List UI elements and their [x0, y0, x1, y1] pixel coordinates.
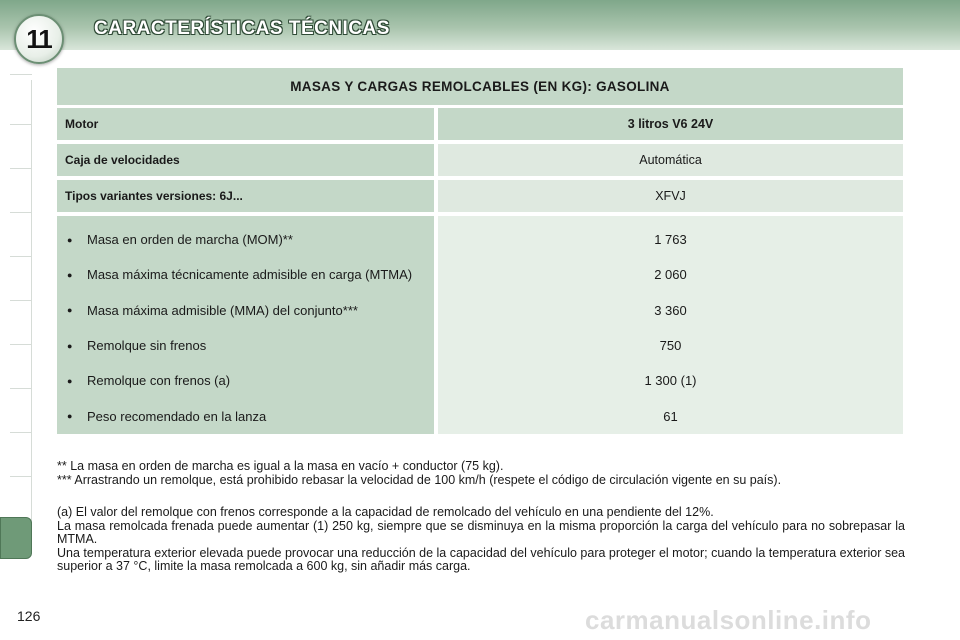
bullet-icon: ● [67, 411, 73, 422]
mass-value: 3 360 [654, 302, 687, 318]
tab-divider [10, 388, 32, 389]
tab-rail-edge [31, 80, 32, 550]
table-row-gearbox [57, 144, 903, 176]
list-item [67, 257, 430, 292]
footnotes [57, 460, 905, 574]
bullet-icon: ● [67, 234, 73, 245]
motor-label: Motor [57, 108, 434, 140]
mass-value: 750 [659, 338, 682, 354]
active-chapter-tab[interactable] [0, 517, 32, 559]
table-title: MASAS Y CARGAS REMOLCABLES (EN KG): GASOLINA [57, 68, 903, 105]
bullet-icon: ● [67, 305, 73, 316]
tab-divider [10, 300, 32, 301]
tab-divider [10, 476, 32, 477]
gearbox-value: Automática [438, 144, 903, 176]
footnote-mom: ** La masa en orden de marcha es igual a la masa en vacío + conductor (75 kg). [57, 459, 504, 473]
paragraph-temperature: Una temperatura exterior elevada puede provocar una reducción de la capacidad del vehículo para proteger el motor; cuando la temperatura exterior sea superior a 37 °C, limite la masa remolcada a 600 kg, sin añadir más carga. [57, 545, 905, 573]
mass-value: 1 763 [654, 232, 687, 248]
list-item [67, 363, 430, 398]
table-row-variants [57, 180, 903, 212]
list-item [67, 399, 430, 434]
variants-label: Tipos variantes versiones: 6J... [57, 180, 434, 212]
bullet-icon: ● [67, 340, 73, 351]
table-row-masses [57, 216, 903, 434]
bullet-icon: ● [67, 375, 73, 386]
tab-divider [10, 74, 32, 75]
mass-label: Masa en orden de marcha (MOM)** [87, 232, 293, 248]
spacer [57, 487, 905, 506]
masses-table [57, 68, 903, 434]
mass-label: Remolque con frenos (a) [87, 373, 231, 389]
tab-divider [10, 256, 32, 257]
tab-divider [10, 212, 32, 213]
gearbox-label: Caja de velocidades [57, 144, 434, 176]
list-item [67, 293, 430, 328]
tab-divider [10, 168, 32, 169]
tab-divider [10, 344, 32, 345]
mass-label: Remolque sin frenos [87, 338, 207, 354]
motor-value: 3 litros V6 24V [438, 108, 903, 140]
list-item [67, 222, 430, 257]
mass-label: Masa máxima técnicamente admisible en carga (MTMA) [87, 267, 413, 283]
footnote-speed: *** Arrastrando un remolque, está prohibido rebasar la velocidad de 100 km/h (respete el código de circulación vigente en su país). [57, 472, 782, 487]
mass-value: 61 [663, 408, 678, 424]
mass-label: Masa máxima admisible (MMA) del conjunto*** [87, 302, 358, 318]
bullet-icon: ● [67, 269, 73, 280]
page-number: 126 [17, 608, 41, 624]
mass-value: 1 300 (1) [644, 373, 697, 389]
chapter-title: CARACTERÍSTICAS TÉCNICAS [94, 18, 390, 39]
mass-value: 2 060 [654, 267, 687, 283]
tab-divider [10, 432, 32, 433]
masses-values-cell [438, 216, 903, 434]
variants-value: XFVJ [438, 180, 903, 212]
page-header [0, 0, 960, 54]
mass-label: Peso recomendado en la lanza [87, 408, 267, 424]
tab-divider [10, 124, 32, 125]
table-row-motor [57, 108, 903, 140]
masses-labels-cell [57, 216, 434, 434]
chapter-badge: 11 [14, 14, 64, 64]
paragraph-braked-trailer: (a) El valor del remolque con frenos corresponde a la capacidad de remolcado del vehículo en una pendiente del 12%. [57, 505, 714, 519]
list-item [67, 328, 430, 363]
paragraph-mass-increase: La masa remolcada frenada puede aumentar (1) 250 kg, siempre que se disminuya en la misma proporción la carga del vehículo para no sobrepasar la MTMA. [57, 518, 905, 546]
watermark: carmanualsonline.info [585, 605, 872, 635]
